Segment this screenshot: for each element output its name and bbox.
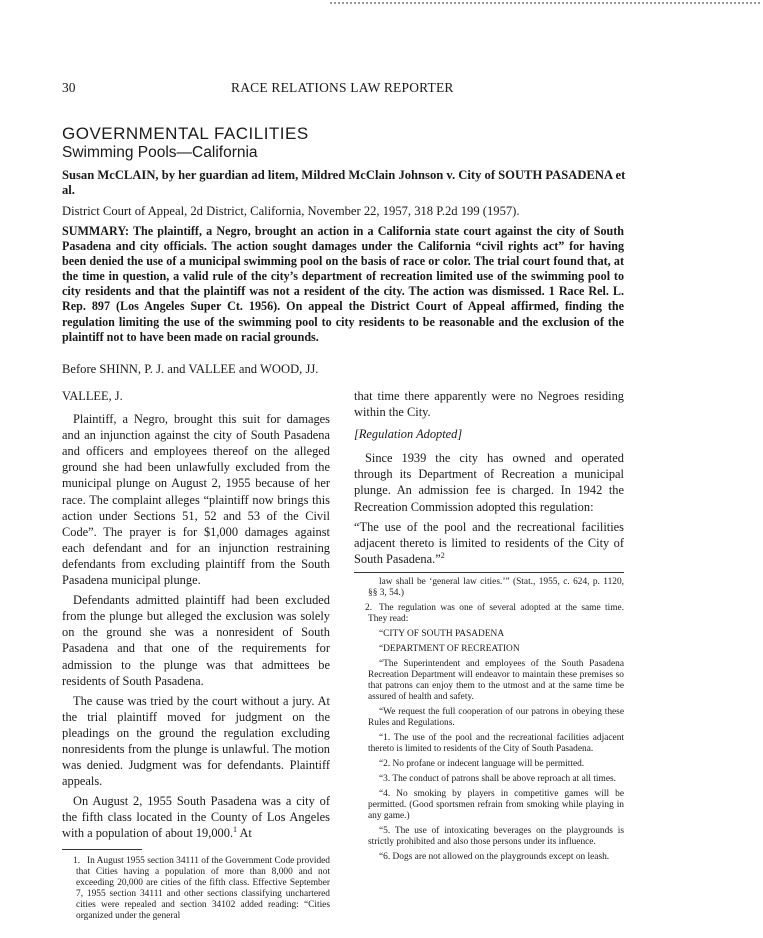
opinion-paragraph-6: Since 1939 the city has owned and operated through its Department of Recreation a municipal plunge. An admission fee is charged. In 1942 the Recreation Commission adopted this regulation: (354, 451, 624, 514)
footnote-1-mark: 1. (73, 855, 81, 866)
case-summary: SUMMARY: The plaintiff, a Negro, brought an action in a California state court against the city of South Pasadena and city officials. The action sought damages under the California “civil rights act” for having been denied the use of a municipal swimming pool on the basis of race or color. The trial court found that, at the time in question, a valid rule of the city’s department of recreation limited use of the swimming pool to city residents and that the plaintiff was not a resident of the city. The action was dismissed. 1 Race Rel. L. Rep. 897 (Los Angeles Super Ct. 1956). On appeal the District Court of Appeal affirmed, finding the regulation limiting the use of the swimming pool to city residents to be reasonable and the exclusion of the plaintiff not to have been made on racial grounds. (62, 224, 624, 344)
running-head: RACE RELATIONS LAW REPORTER (231, 80, 454, 95)
regulation-rule: “4. No smoking by players in competitive games will be permitted. (Good sportsmen refrain from smoking while playing in any game.) (368, 788, 624, 821)
regulation-quote (354, 519, 624, 567)
regulation-quote-text: “The use of the pool and the recreational facilities adjacent thereto is limited to residents of the City of South Pasadena.” (354, 519, 624, 566)
opinion-paragraph-1: Plaintiff, a Negro, brought this suit for damages and an injunction against the city of South Pasadena and officers and employees thereof on the alleged ground she had been unlawfully excluded from the municipal plunge on August 2, 1955 because of her race. The complaint alleges “plaintiff now brings this action under Sections 51, 52 and 53 of the Civil Code”. The prayer is for $1,000 damages against each defendant and for an injunction restraining defendants from excluding plaintiff from the South Pasadena municipal plunge. (62, 412, 330, 588)
section-title: GOVERNMENTAL FACILITIES (62, 124, 309, 143)
paragraph-4-tail: At (237, 826, 252, 841)
footnote-divider-right (354, 572, 624, 573)
regulation-rule: “3. The conduct of patrons shall be above reproach at all times. (379, 773, 616, 784)
regulation-dept-title: “DEPARTMENT OF RECREATION (379, 643, 520, 654)
regulation-city-title: “CITY OF SOUTH PASADENA (379, 628, 505, 639)
footnote-2 (354, 603, 624, 625)
page-number: 30 (62, 80, 76, 95)
opinion-paragraph-4 (62, 793, 330, 841)
regulation-rule: “The Superintendent and employees of the South Pasadena Recreation Department will endeavor to maintain these premises so that patrons can enjoy them to the utmost and at the same time be assured of health and safety. (368, 658, 624, 702)
left-column (62, 388, 330, 926)
paragraph-4-text: On August 2, 1955 South Pasadena was a city of the fifth class located in the County of Los Angeles with a population of about 19,000. (62, 794, 330, 841)
section-subtitle: Swimming Pools—California (62, 144, 258, 161)
opinion-paragraph-5: that time there apparently were no Negroes residing within the City. (354, 389, 624, 420)
regulation-rule: “1. The use of the pool and the recreational facilities adjacent thereto is limited to residents of the City of South Pasadena. (368, 732, 624, 754)
subheading-regulation-adopted: [Regulation Adopted] (354, 427, 463, 442)
footnote-divider (62, 849, 142, 850)
right-column (354, 388, 624, 867)
opinion-paragraph-2: Defendants admitted plaintiff had been excluded from the plunge but alleged the exclusion was solely on the ground she was a nonresident of South Pasadena and that one of the requirements for admission to the plunge was that admittees be residents of South Pasadena. (62, 593, 330, 688)
regulations-block (354, 629, 624, 863)
footnote-ref-1[interactable]: 1 (233, 825, 238, 835)
footnote-2-text: The regulation was one of several adopted at the same time. They read: (368, 602, 624, 624)
court-citation: District Court of Appeal, 2d District, California, November 22, 1957, 318 P.2d 199 (1957). (62, 204, 520, 218)
opinion-paragraph-3: The cause was tried by the court without a jury. At the trial plaintiff moved for judgment on the pleadings on the ground the regulation excluding nonresidents from the plunge is unlawful. The motion was denied. Judgment was for defendants. Plaintiff appeals. (62, 693, 330, 789)
opinion-author: VALLEE, J. (62, 389, 123, 403)
footnote-1-continued: law shall be ‘general law cities.’” (Stat., 1955, c. 624, p. 1120, §§ 3, 54.) (368, 576, 624, 598)
regulation-rule: “We request the full cooperation of our patrons in obeying these Rules and Regulations. (368, 706, 624, 728)
footnote-ref-2[interactable]: 2 (440, 550, 445, 560)
regulation-rule: “6. Dogs are not allowed on the playgrounds except on leash. (379, 851, 610, 862)
footnote-1-text: In August 1955 section 34111 of the Government Code provided that Cities having a population of more than 8,000 and not exceeding 20,000 are cities of the fifth class. Effective September 7, 1955 section 34111 and other sections classifying unchartered cities were repealed and section 34102 added reading: “Cities organized under the general (76, 855, 330, 921)
regulation-rule: “5. The use of intoxicating beverages on the playgrounds is strictly prohibited and also those persons under its influence. (368, 825, 624, 847)
footnote-1 (62, 856, 330, 922)
footnote-2-mark: 2. (365, 602, 373, 613)
top-dotted-edge (330, 2, 760, 4)
case-parties: Susan McCLAIN, by her guardian ad litem, Mildred McClain Johnson v. City of SOUTH PASADENA et al. (62, 168, 626, 197)
regulation-rule: “2. No profane or indecent language will be permitted. (379, 758, 585, 769)
panel-judges: Before SHINN, P. J. and VALLEE and WOOD, JJ. (62, 362, 319, 376)
